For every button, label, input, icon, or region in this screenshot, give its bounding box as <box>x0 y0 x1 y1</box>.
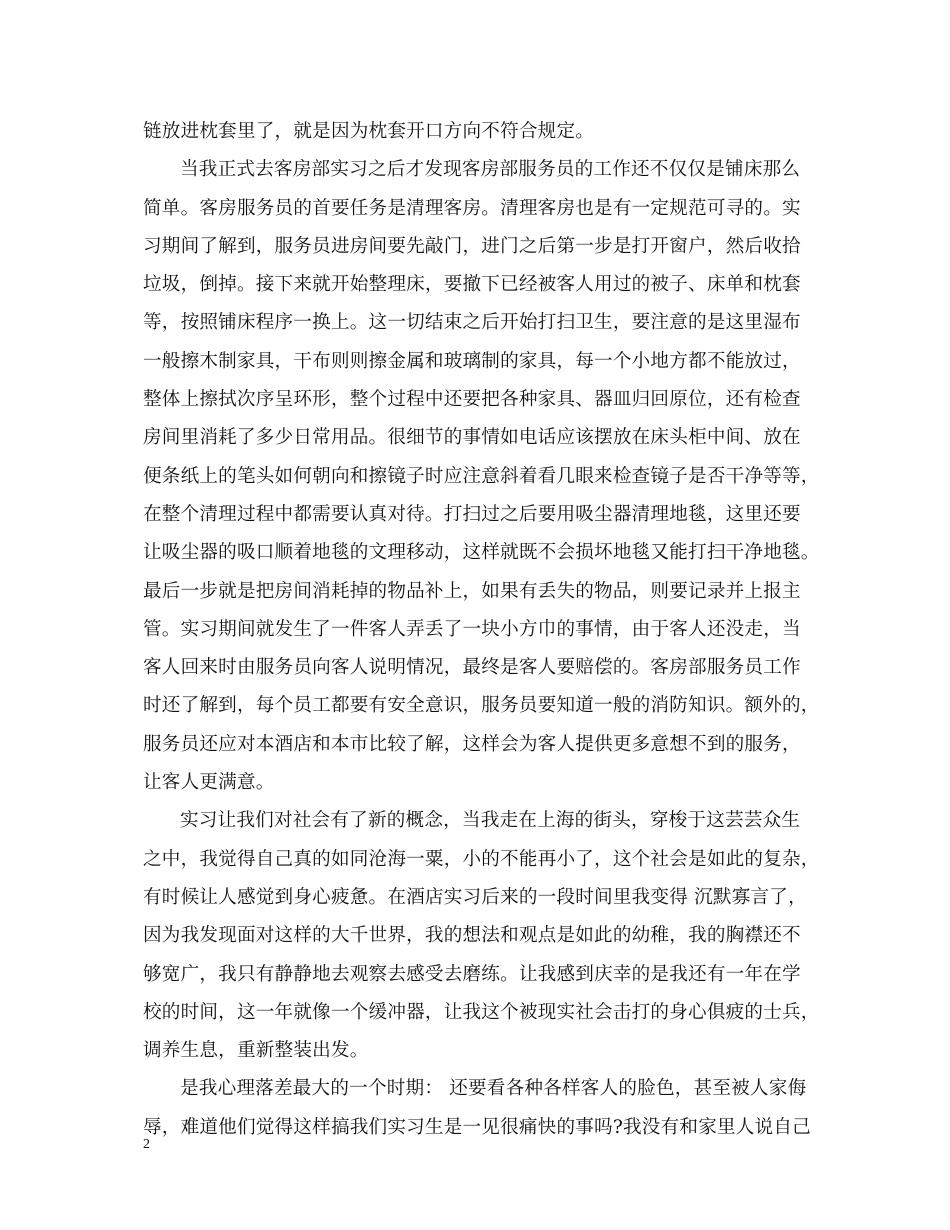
text-line: 当我正式去客房部实习之后才发现客房部服务员的工作还不仅仅是铺床那么 <box>180 159 801 181</box>
text-line: 调养生息，重新整装出发。 <box>143 1040 369 1062</box>
text-line: 链放进枕套里了，就是因为枕套开口方向不符合规定。 <box>143 121 595 142</box>
text-line: 够宽广，我只有静静地去观察去感受去磨练。让我感到庆幸的是我还有一年在学 <box>143 963 801 985</box>
text-line: 管。实习期间就发生了一件客人弄丢了一块小方巾的事情，由于客人还没走，当 <box>143 618 801 640</box>
text-line: 实习让我们对社会有了新的概念，当我走在上海的街头，穿梭于这芸芸众生 <box>180 810 801 832</box>
text-line: 一般擦木制家具，干布则则擦金属和玻璃制的家具，每一个小地方都不能放过， <box>143 350 801 372</box>
text-line: 等，按照铺床程序一换上。这一切结束之后开始打扫卫生，要注意的是这里湿布 <box>143 312 801 334</box>
text-line: 习期间了解到，服务员进房间要先敲门，进门之后第一步是打开窗户，然后收拾 <box>143 235 801 257</box>
text-line: 让吸尘器的吸口顺着地毯的文理移动，这样就既不会损坏地毯又能打扫干净地毯。 <box>143 542 820 564</box>
text-line: 是我心理落差最大的一个时期： 还要看各种各样客人的脸色，甚至被人家侮 <box>180 1078 807 1100</box>
text-line: 之中，我觉得自己真的如同沧海一粟，小的不能再小了，这个社会是如此的复杂， <box>143 848 820 870</box>
page-number: 2 <box>143 1137 150 1152</box>
text-line: 简单。客房服务员的首要任务是清理客房。清理客房也是有一定规范可寻的。实 <box>143 197 801 219</box>
text-line: 最后一步就是把房间消耗掉的物品补上，如果有丢失的物品，则要记录并上报主 <box>143 580 801 602</box>
text-line: 整体上擦拭次序呈环形，整个过程中还要把各种家具、器皿归回原位，还有检查 <box>143 389 801 411</box>
text-line: 因为我发现面对这样的大千世界，我的想法和观点是如此的幼稚，我的胸襟还不 <box>143 925 801 947</box>
text-line: 让客人更满意。 <box>143 772 275 794</box>
text-line: 客人回来时由服务员向客人说明情况，最终是客人要赔偿的。客房部服务员工作 <box>143 657 801 679</box>
text-line: 垃圾，倒掉。接下来就开始整理床，要撤下已经被客人用过的被子、床单和枕套 <box>143 274 801 296</box>
text-line: 有时候让人感觉到身心疲惫。在酒店实习后来的一段时间里我变得 沉默寡言了， <box>143 886 807 908</box>
text-line: 在整个清理过程中都需要认真对待。打扫过之后要用吸尘器清理地毯，这里还要 <box>143 503 801 525</box>
text-line: 时还了解到，每个员工都要有安全意识，服务员要知道一般的消防知识。额外的， <box>143 695 820 717</box>
document-body <box>143 113 823 1147</box>
text-line: 校的时间，这一年就像一个缓冲器，让我这个被现实社会击打的身心俱疲的士兵， <box>143 1001 820 1023</box>
text-line: 便条纸上的笔头如何朝向和擦镜子时应注意斜着看几眼来检查镜子是否干净等等， <box>143 465 820 487</box>
text-line: 服务员还应对本酒店和本市比较了解，这样会为客人提供更多意想不到的服务， <box>143 733 801 755</box>
text-line: 辱，难道他们觉得这样搞我们实习生是一见很痛快的事吗?我没有和家里人说自己 <box>143 1116 811 1138</box>
text-line: 房间里消耗了多少日常用品。很细节的事情如电话应该摆放在床头柜中间、放在 <box>143 427 801 449</box>
